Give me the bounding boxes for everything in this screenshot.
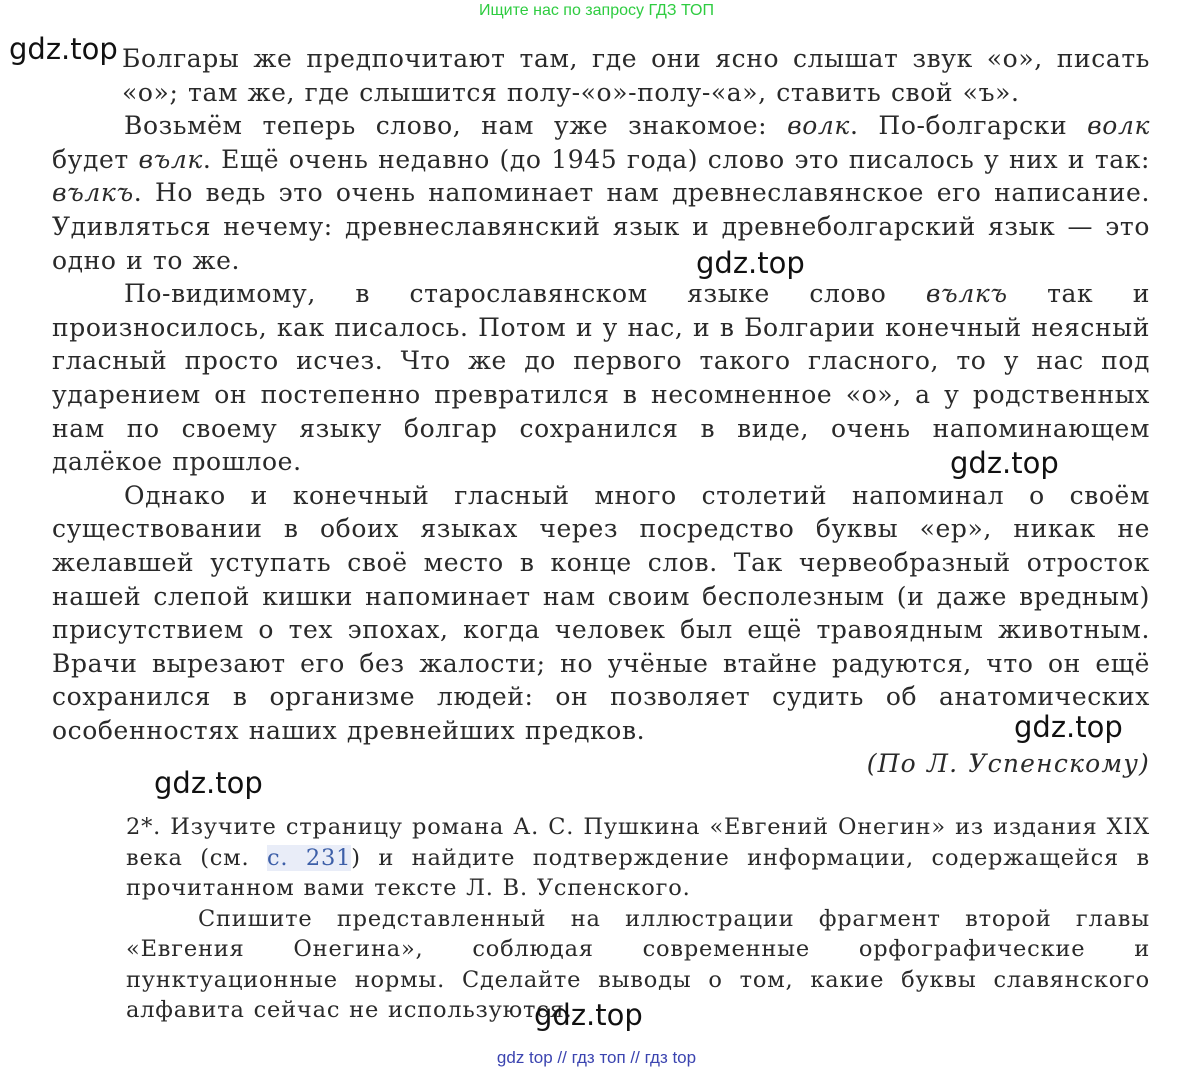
task-instruction: Спишите представленный на иллюстрации фрагмент второй главы «Евгения Онегина», соблюдая современные орфографические и пунктуационные нормы. Сделайте выводы о том, какие буквы славянского алфавита сейчас не используются. xyxy=(126,905,1150,1023)
paragraph-4: Однако и конечный гласный много столетий напоминал о своём существовании в обоих языках через посредство буквы «ер», никак не желавшей уступать своё место в конце слов. Так червеобразный отросток нашей слепой кишки напоминает нам своим бесполезным (и даже вредным) присутствием о тех эпохах, когда человек был ещё травоядным животным. Врачи вырезают его без жалости; но учёные втайне радуются, что он ещё сохранился в организме людей: он позволяет судить об анатомических особенностях наших древнейших предков. xyxy=(52,480,1150,745)
word-italic: волк xyxy=(787,111,850,141)
paragraph-1: Болгары же предпочитают там, где они ясно слышат звук «о», писать «о»; там же, где слышится полу-«о»-полу-«а», ставить свой «ъ». xyxy=(122,44,1150,107)
watermark: gdz.top xyxy=(950,446,1059,480)
word-italic: волк xyxy=(1087,111,1150,141)
watermark: gdz.top xyxy=(154,766,263,800)
footer-links[interactable]: gdz top // гдз топ // гдз top xyxy=(496,1048,697,1067)
task-block xyxy=(126,812,1150,1026)
word-italic: вълк xyxy=(138,144,203,174)
word-italic: вълкъ xyxy=(52,178,134,208)
article-text xyxy=(52,42,1150,781)
watermark: gdz.top xyxy=(1014,710,1123,744)
task-question: 2*. Изучите страницу романа А. С. Пушкина «Евгений Онегин» из издания XIX века (см. с. 231) и найдите подтверждение информации, содержащейся в прочитанном вами тексте Л. В. Успенского. xyxy=(126,814,1151,901)
source-attribution: (По Л. Успенскому) xyxy=(866,749,1150,779)
watermark: gdz.top xyxy=(534,998,643,1032)
page-link[interactable]: с. 231 xyxy=(266,844,352,871)
paragraph-3: По-видимому, в старославянском языке слово вълкъ так и произносилось, как писалось. Потом и у нас, и в Болгарии конечный неясный гласный просто исчез. Что же до первого такого гласного, то у нас под ударением он постепенно превратился в несомненное «о», а у родственных нам по своему языку болгар сохранился в виде, очень напоминающем далёкое прошлое. xyxy=(52,279,1150,477)
word-italic: вълкъ xyxy=(925,279,1008,309)
paragraph-2: Возьмём теперь слово, нам уже знакомое: волк. По-болгарски волк будет вълк. Ещё очень недавно (до 1945 года) слово это писалось у них и так: вълкъ. Но ведь это очень напоминает нам древнеславянское его написание. Удивляться нечему: древнеславянский язык и древнеболгарский язык — это одно и то же. xyxy=(52,111,1150,275)
watermark: gdz.top xyxy=(9,32,118,66)
watermark: gdz.top xyxy=(696,246,805,280)
top-banner: Ищите нас по запросу ГДЗ ТОП xyxy=(479,2,714,19)
